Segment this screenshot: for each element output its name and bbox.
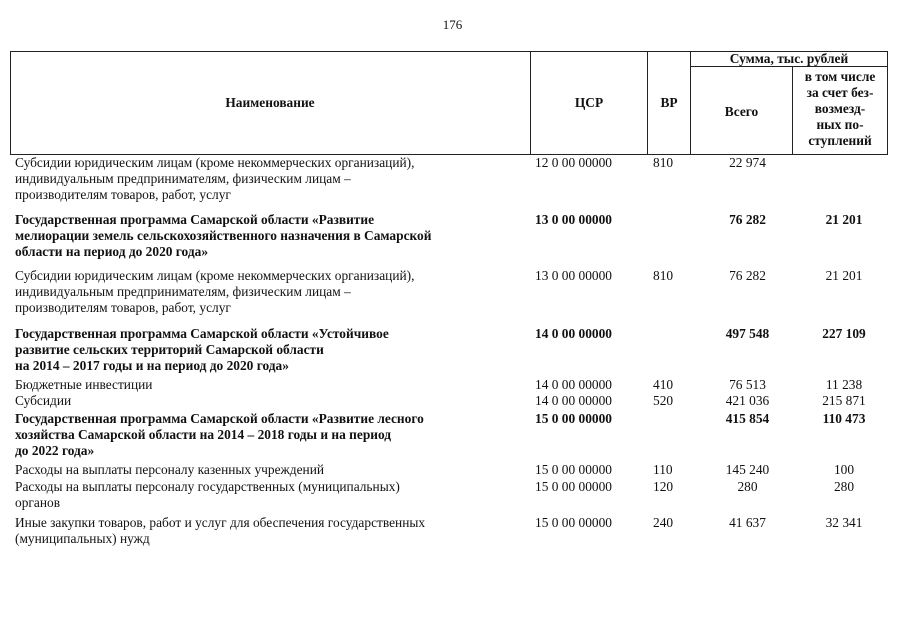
header-grant-line: за счет без- xyxy=(806,85,874,100)
row-name xyxy=(15,462,522,478)
row-csr: 15 0 00 00000 xyxy=(535,479,612,494)
row-grant: 227 109 xyxy=(822,326,866,341)
row-name-line: индивидуальным предпринимателям, физическим лицам – xyxy=(15,171,351,186)
row-grant: 21 201 xyxy=(825,268,863,283)
row-vr: 410 xyxy=(653,377,674,392)
row-total: 41 637 xyxy=(729,515,766,530)
row-name-line: Субсидии юридическим лицам (кроме некоммерческих организаций), xyxy=(15,155,415,170)
row-name xyxy=(15,155,522,203)
row-name-line: индивидуальным предпринимателям, физическим лицам – xyxy=(15,284,351,299)
row-name xyxy=(15,268,522,316)
header-grant-line: в том числе xyxy=(804,69,876,84)
row-name-line: Субсидии xyxy=(15,393,72,408)
row-name-line: Расходы на выплаты персоналу государственных (муниципальных) xyxy=(15,479,400,494)
page-number: 176 xyxy=(442,17,463,32)
row-grant: 32 341 xyxy=(825,515,863,530)
row-total: 421 036 xyxy=(725,393,770,408)
row-total: 145 240 xyxy=(725,462,770,477)
row-total: 280 xyxy=(737,479,758,494)
row-name xyxy=(15,377,522,393)
row-csr: 14 0 00 00000 xyxy=(535,393,612,408)
row-name xyxy=(15,326,522,374)
header-grant-line: ступлений xyxy=(808,133,872,148)
header-csr: ЦСР xyxy=(574,95,604,110)
row-total: 76 282 xyxy=(729,212,766,227)
row-name-line: (муниципальных) нужд xyxy=(15,531,150,546)
row-csr: 14 0 00 00000 xyxy=(535,326,612,341)
header-right-border xyxy=(887,51,888,155)
row-vr: 520 xyxy=(653,393,674,408)
row-total: 497 548 xyxy=(725,326,770,341)
row-name xyxy=(15,515,522,547)
row-name-line: Бюджетные инвестиции xyxy=(15,377,153,392)
row-total: 415 854 xyxy=(725,411,770,426)
row-name-line: Субсидии юридическим лицам (кроме некоммерческих организаций), xyxy=(15,268,415,283)
row-name xyxy=(15,212,522,260)
row-name-line: Иные закупки товаров, работ и услуг для обеспечения государственных xyxy=(15,515,426,530)
header-sum-group: Сумма, тыс. рублей xyxy=(729,51,849,66)
row-name-line: Государственная программа Самарской области «Развитие лесного xyxy=(15,411,424,426)
row-csr: 15 0 00 00000 xyxy=(535,515,612,530)
table-header xyxy=(10,51,888,155)
row-grant: 100 xyxy=(833,462,855,477)
row-vr: 110 xyxy=(653,462,673,477)
row-name xyxy=(15,411,522,459)
row-total: 76 513 xyxy=(729,377,766,392)
row-name-line: области на период до 2020 года» xyxy=(15,244,209,259)
row-name-line: Государственная программа Самарской области «Развитие xyxy=(15,212,375,227)
header-vr: ВР xyxy=(660,95,678,110)
row-csr: 13 0 00 00000 xyxy=(535,212,612,227)
header-name: Наименование xyxy=(225,95,315,110)
row-csr: 15 0 00 00000 xyxy=(535,462,612,477)
row-grant: 215 871 xyxy=(822,393,866,408)
row-csr: 15 0 00 00000 xyxy=(535,411,612,426)
row-name-line: хозяйства Самарской области на 2014 – 2018 годы и на период xyxy=(15,427,392,442)
row-grant: 280 xyxy=(833,479,855,494)
row-vr: 810 xyxy=(653,155,674,170)
row-name xyxy=(15,393,522,409)
row-csr: 12 0 00 00000 xyxy=(535,155,612,170)
row-vr: 120 xyxy=(653,479,674,494)
row-vr: 810 xyxy=(653,268,674,283)
row-name-line: органов xyxy=(15,495,61,510)
row-grant: 21 201 xyxy=(825,212,863,227)
row-name-line: Государственная программа Самарской области «Устойчивое xyxy=(15,326,389,341)
header-grant-line: возмезд- xyxy=(814,101,866,116)
row-name xyxy=(15,479,522,511)
row-grant: 110 473 xyxy=(822,411,866,426)
row-csr: 14 0 00 00000 xyxy=(535,377,612,392)
row-total: 22 974 xyxy=(729,155,766,170)
row-vr: 240 xyxy=(653,515,674,530)
row-grant: 11 238 xyxy=(825,377,863,392)
header-total: Всего xyxy=(724,104,759,119)
header-grant-line: ных по- xyxy=(816,117,864,132)
row-name-line: производителям товаров, работ, услуг xyxy=(15,187,231,202)
row-name-line: мелиорации земель сельскохозяйственного назначения в Самарской xyxy=(15,228,432,243)
row-name-line: производителям товаров, работ, услуг xyxy=(15,300,231,315)
header-grant xyxy=(793,69,887,149)
row-name-line: на 2014 – 2017 годы и на период до 2020 года» xyxy=(15,358,289,373)
row-csr: 13 0 00 00000 xyxy=(535,268,612,283)
row-total: 76 282 xyxy=(729,268,766,283)
row-name-line: до 2022 года» xyxy=(15,443,95,458)
row-name-line: Расходы на выплаты персоналу казенных учреждений xyxy=(15,462,325,477)
row-name-line: развитие сельских территорий Самарской области xyxy=(15,342,324,357)
